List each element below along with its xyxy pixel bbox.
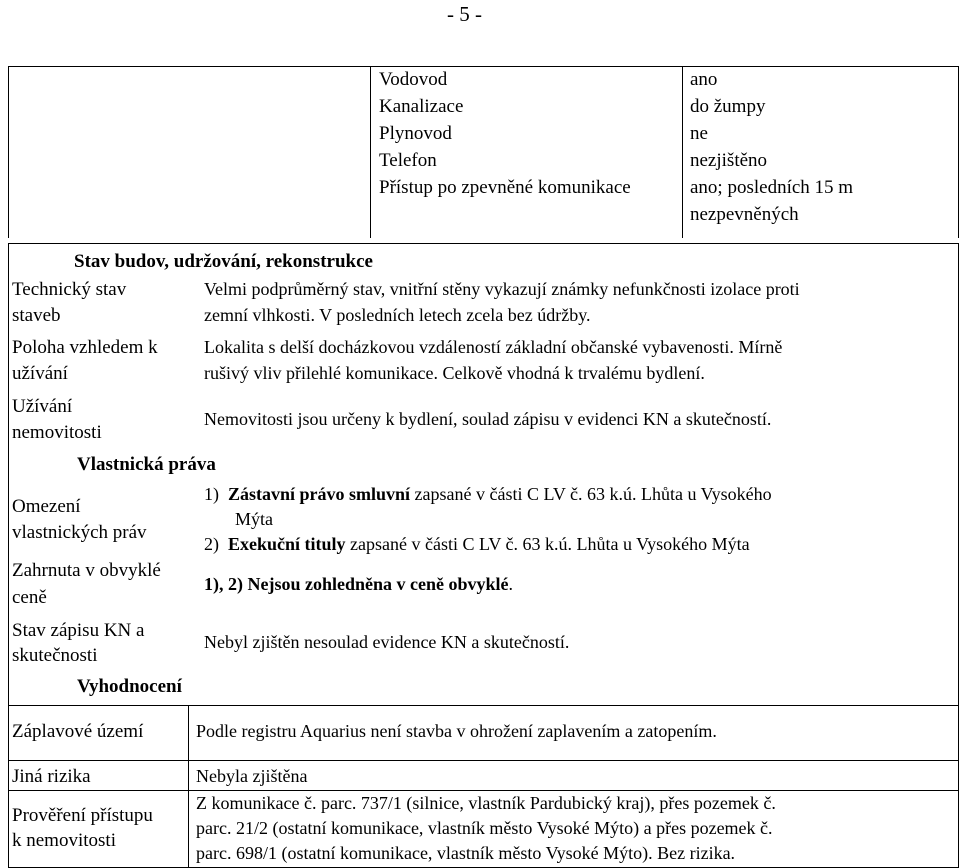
main-right-border: [958, 243, 959, 868]
utility-value: nezjištěno: [690, 150, 768, 171]
restriction-item-2: [204, 531, 750, 558]
utilities-right-border: [958, 66, 959, 238]
row-label: Jiná rizika: [12, 766, 91, 787]
utility-value: do žumpy: [690, 96, 766, 117]
utility-value: ne: [690, 123, 708, 144]
row-label: Technický stav: [12, 279, 127, 300]
item-bold: Exekuční tituly: [228, 534, 346, 554]
item-rest: zapsané v části C LV č. 63 k.ú. Lhůta u Vysokého: [410, 484, 772, 504]
row-text: zemní vlhkosti. V posledních letech zcela bez údržby.: [204, 305, 591, 325]
row-text: rušivý vliv přilehlé komunikace. Celkově vhodná k trvalému bydlení.: [204, 363, 705, 383]
utilities-top-border: [8, 66, 959, 67]
restriction-item-1: [204, 481, 772, 508]
utility-label: Kanalizace: [379, 96, 464, 117]
item-number: 1): [204, 484, 219, 504]
item-rest: zapsané v části C LV č. 63 k.ú. Lhůta u Vysokého Mýta: [345, 534, 750, 554]
utilities-divider-2: [682, 66, 683, 238]
item-bold: Zástavní právo smluvní: [228, 484, 411, 504]
utilities-left-border: [8, 66, 9, 238]
row-label: k nemovitosti: [12, 830, 116, 851]
evaluation-divider: [188, 705, 189, 868]
row-label: Poloha vzhledem k: [12, 337, 158, 358]
utility-label: Přístup po zpevněné komunikace: [379, 177, 631, 198]
utility-label: Telefon: [379, 150, 437, 171]
utility-label: Vodovod: [379, 69, 448, 90]
main-top-border: [8, 243, 959, 244]
row-label: staveb: [12, 305, 61, 326]
restriction-item-1-continued: Mýta: [235, 509, 273, 529]
price-text: [204, 571, 513, 598]
price-text-bold: 1), 2) Nejsou zohledněna v ceně obvyklé: [204, 574, 509, 594]
section-heading-ownership: Vlastnická práva: [77, 454, 216, 475]
row-label: nemovitosti: [12, 422, 102, 443]
row-label: skutečnosti: [12, 645, 98, 666]
page-number: - 5 -: [447, 2, 482, 26]
row-text: parc. 698/1 (ostatní komunikace, vlastník město Vysoké Mýto). Bez rizika.: [196, 843, 736, 863]
section-heading-building: Stav budov, udržování, rekonstrukce: [74, 251, 373, 272]
row-label: Zahrnuta v obvyklé: [12, 560, 161, 581]
row-text: Nemovitosti jsou určeny k bydlení, soulad zápisu v evidenci KN a skutečností.: [204, 409, 772, 429]
row-label: užívání: [12, 363, 68, 384]
section-heading-evaluation: Vyhodnocení: [77, 676, 182, 697]
row-text: Nebyl zjištěn nesoulad evidence KN a skutečností.: [204, 632, 570, 652]
main-left-border: [8, 243, 9, 868]
row-label: Záplavové území: [12, 721, 144, 742]
utility-value: ano: [690, 69, 718, 90]
row-text: Podle registru Aquarius není stavba v ohrožení zaplavením a zatopením.: [196, 721, 717, 741]
evaluation-top-border: [8, 705, 959, 706]
utilities-divider-1: [370, 66, 371, 238]
row-text: Z komunikace č. parc. 737/1 (silnice, vlastník Pardubický kraj), přes pozemek č.: [196, 793, 776, 813]
row-label: Užívání: [12, 396, 73, 417]
row-label: Prověření přístupu: [12, 805, 153, 826]
utility-value-continued: nezpevněných: [690, 204, 799, 225]
row-label: ceně: [12, 587, 47, 608]
evaluation-row-border: [8, 760, 959, 761]
utility-value: ano; posledních 15 m: [690, 177, 854, 198]
utility-label: Plynovod: [379, 123, 452, 144]
row-label: Omezení: [12, 496, 81, 517]
row-text: Lokalita s delší docházkovou vzdáleností základní občanské vybavenosti. Mírně: [204, 337, 783, 357]
row-label: Stav zápisu KN a: [12, 620, 145, 641]
row-text: parc. 21/2 (ostatní komunikace, vlastník město Vysoké Mýto) a přes pozemek č.: [196, 818, 773, 838]
row-label: vlastnických práv: [12, 522, 147, 543]
item-number: 2): [204, 534, 219, 554]
price-text-end: .: [508, 574, 513, 594]
row-text: Nebyla zjištěna: [196, 766, 308, 786]
row-text: Velmi podprůměrný stav, vnitřní stěny vykazují známky nefunkčnosti izolace proti: [204, 279, 800, 299]
